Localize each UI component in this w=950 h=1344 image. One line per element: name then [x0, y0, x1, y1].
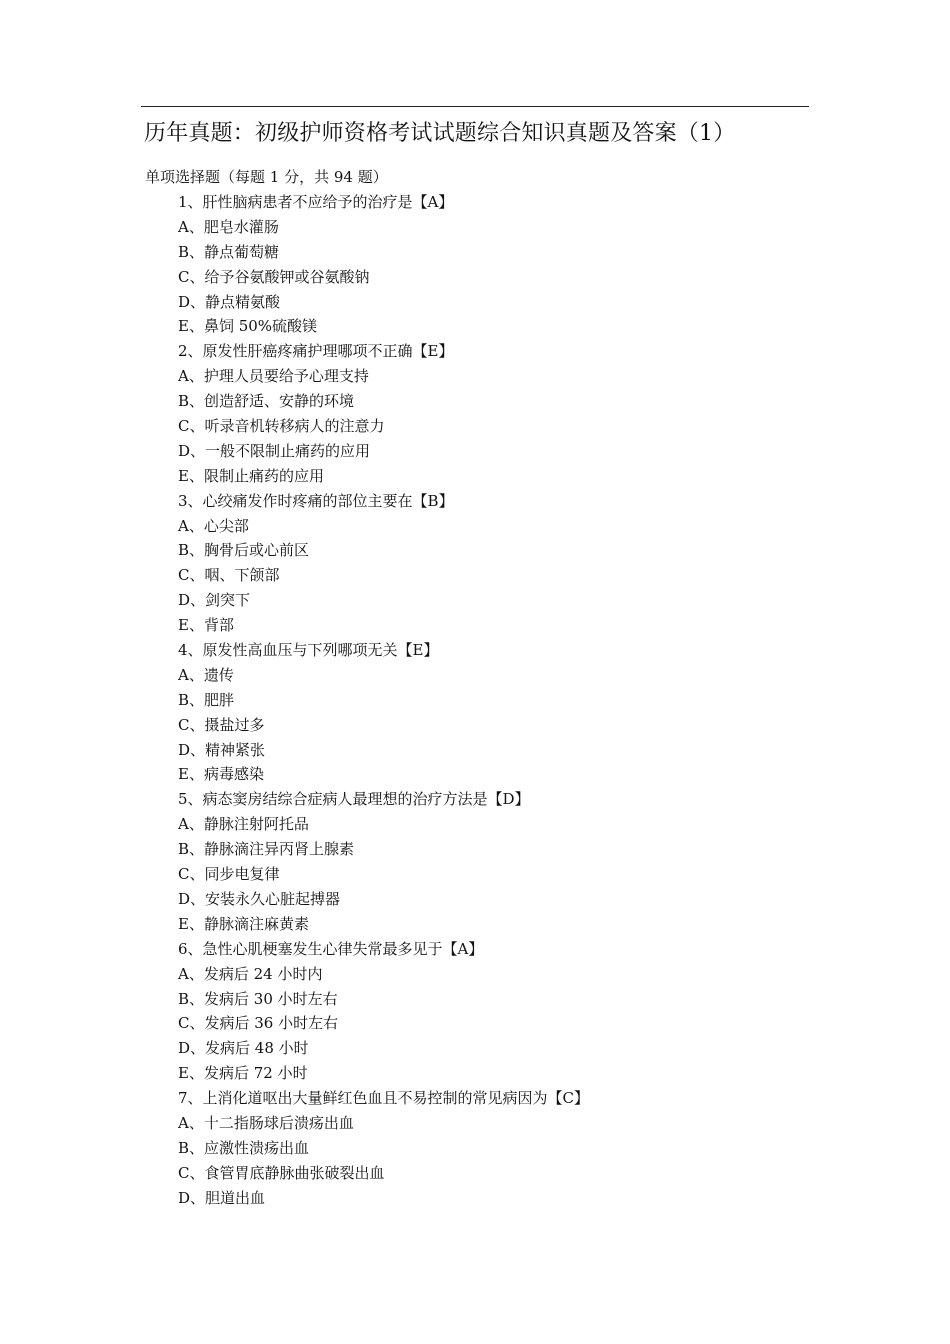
answer-option: A、护理人员要给予心理支持 — [178, 367, 369, 386]
answer-option: E、鼻饲 50%硫酸镁 — [178, 317, 318, 336]
answer-option: C、发病后 36 小时左右 — [178, 1014, 339, 1033]
question-list — [178, 190, 589, 1211]
section-header: 单项选择题（每题 1 分，共 94 题） — [145, 168, 388, 186]
answer-option: C、听录音机转移病人的注意力 — [178, 417, 385, 436]
answer-option: D、静点精氨酸 — [178, 292, 281, 311]
answer-option: A、肥皂水灌肠 — [178, 217, 279, 236]
answer-option: B、发病后 30 小时左右 — [178, 989, 338, 1008]
question-stem: 2、原发性肝癌疼痛护理哪项不正确【E】 — [178, 342, 454, 361]
question-stem: 6、急性心肌梗塞发生心律失常最多见于【A】 — [178, 939, 484, 958]
answer-option: E、限制止痛药的应用 — [178, 466, 324, 485]
header-divider — [141, 106, 809, 107]
answer-option: B、应激性溃疡出血 — [178, 1138, 310, 1157]
answer-option: D、剑突下 — [178, 591, 251, 610]
question-stem: 4、原发性高血压与下列哪项无关【E】 — [178, 641, 439, 660]
answer-option: E、背部 — [178, 616, 234, 635]
answer-option: B、静脉滴注异丙肾上腺素 — [178, 840, 355, 859]
answer-option: B、胸骨后或心前区 — [178, 541, 310, 560]
answer-option: B、静点葡萄糖 — [178, 242, 280, 261]
answer-option: A、遗传 — [178, 665, 234, 684]
answer-option: C、给予谷氨酸钾或谷氨酸钠 — [178, 267, 370, 286]
answer-option: D、安装永久心脏起搏器 — [178, 889, 341, 908]
question-stem: 5、病态窦房结综合症病人最理想的治疗方法是【D】 — [178, 790, 530, 809]
answer-option: C、同步电复律 — [178, 865, 280, 884]
answer-option: E、病毒感染 — [178, 765, 264, 784]
answer-option: C、摄盐过多 — [178, 715, 265, 734]
question-stem: 1、肝性脑病患者不应给予的治疗是【A】 — [178, 193, 454, 211]
document-title: 历年真题：初级护师资格考试试题综合知识真题及答案（1） — [144, 121, 736, 146]
answer-option: B、肥胖 — [178, 690, 235, 709]
answer-option: A、十二指肠球后溃疡出血 — [178, 1113, 354, 1132]
answer-option: C、食管胃底静脉曲张破裂出血 — [178, 1163, 385, 1182]
answer-option: D、胆道出血 — [178, 1188, 266, 1207]
answer-option: D、一般不限制止痛药的应用 — [178, 441, 371, 460]
answer-option: A、静脉注射阿托品 — [178, 815, 309, 834]
question-stem: 7、上消化道呕出大量鲜红色血且不易控制的常见病因为【C】 — [178, 1089, 590, 1108]
answer-option: E、静脉滴注麻黄素 — [178, 914, 309, 933]
answer-option: A、心尖部 — [178, 516, 249, 535]
answer-option: A、发病后 24 小时内 — [178, 964, 323, 983]
answer-option: E、发病后 72 小时 — [178, 1064, 308, 1083]
answer-option: D、精神紧张 — [178, 740, 266, 759]
answer-option: D、发病后 48 小时 — [178, 1039, 309, 1058]
answer-option: C、咽、下颌部 — [178, 566, 280, 585]
question-stem: 3、心绞痛发作时疼痛的部位主要在【B】 — [178, 491, 454, 510]
answer-option: B、创造舒适、安静的环境 — [178, 392, 355, 411]
